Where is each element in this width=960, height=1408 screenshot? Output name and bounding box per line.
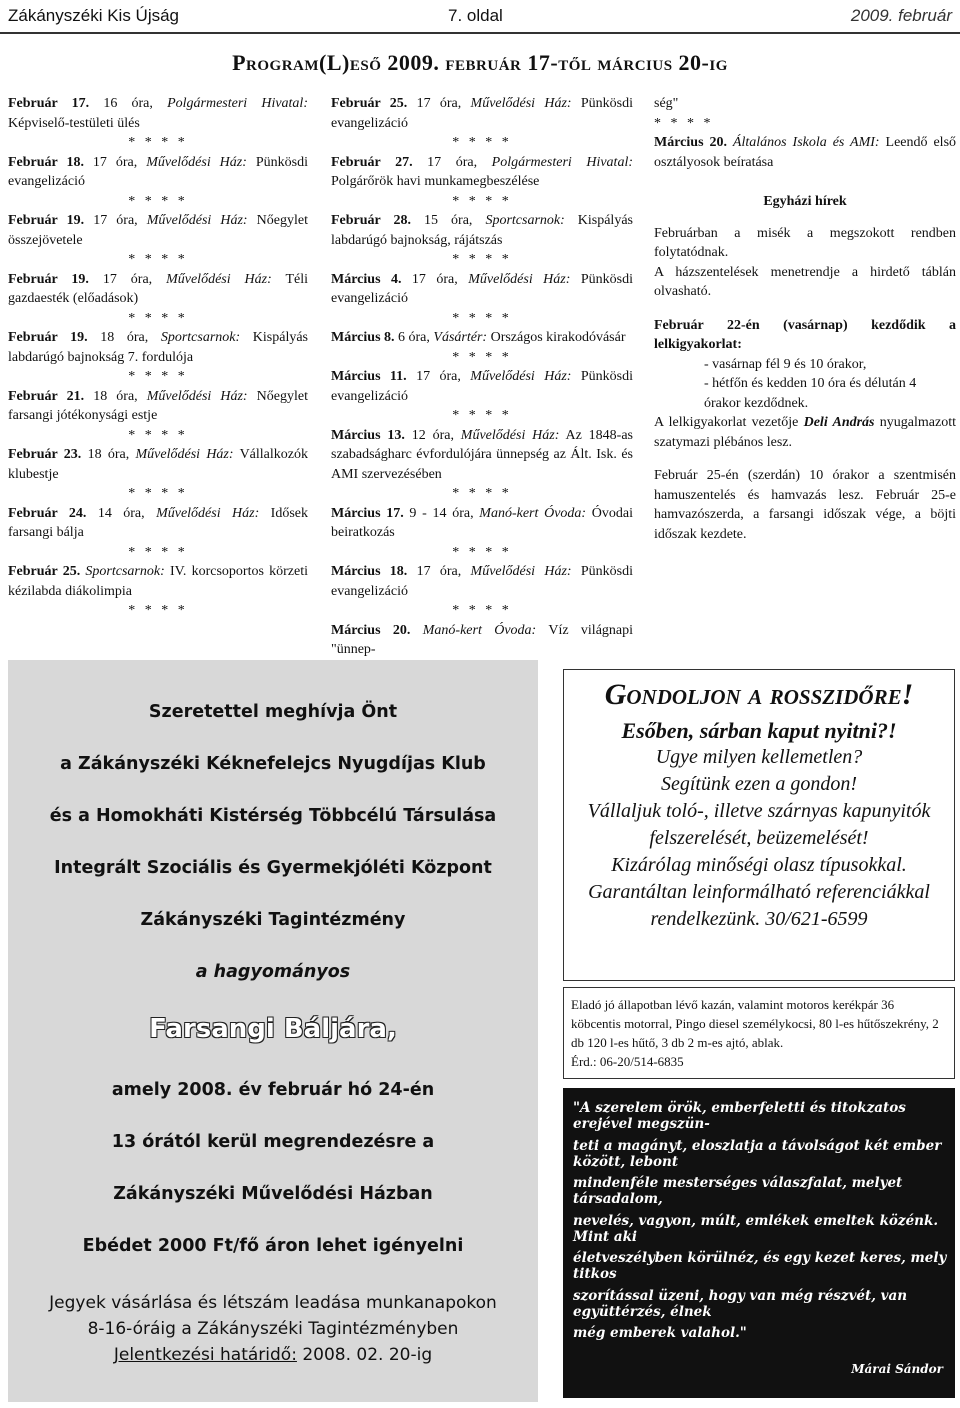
quote-line: szorítással üzeni, hogy van még részvét, van együttérzés, élnek [573,1287,908,1320]
event-entry: Március 18. 17 óra, Művelődési Ház: Pünkösdi evangelizáció [331,564,633,599]
invite-line: Szeretettel meghívja Önt [148,702,398,722]
ad-line: Vállaljuk toló-, illetve szárnyas kapunyitók [587,800,931,822]
program-column-3 [654,94,956,544]
quote-line: nevelés, vagyon, múlt, emlékek emeltek közénk. Mint aki [573,1212,939,1245]
event-entry: Február 18. 17 óra, Művelődési Ház: Pünkösdi evangelizáció [8,154,308,189]
quote-line: teti a magányt, eloszlatja a távolságot két ember között, lebont [573,1137,942,1170]
separator-stars: * * * * [452,310,512,326]
invite-line: Ebédet 2000 Ft/fő áron lehet igényelni [82,1236,464,1256]
church-paragraph: Február 25-én (szerdán) 10 órakor a szentmisén hamuszentelés és hamvazás lesz. Február 25-e hamvazószerda, a farsangi időszak vége, a böjti időszak kezdete. [654,468,956,542]
page-header [0,0,960,34]
page-number: 7. oldal [448,6,503,25]
separator-stars: * * * * [452,349,512,365]
event-entry: Február 19. 17 óra, Művelődési Ház: Téli gazdaesték (előadások) [8,271,308,306]
invite-event-name: Farsangi Báljára, [149,1014,397,1044]
separator-stars: * * * * [452,486,512,501]
church-paragraph: Februárban a misék a megszokott rendben folytatódnak. [654,225,956,260]
separator-stars: * * * * [452,544,512,560]
event-entry: Február 21. 18 óra, Művelődési Ház: Nőegylet farsangi jótékonysági estje [8,388,308,423]
ad-subheadline: Esőben, sárban kaput nyitni?! [621,718,897,743]
quote-line: még emberek valahol." [573,1325,747,1341]
separator-stars: * * * * [654,115,714,131]
separator-stars: * * * * [128,252,188,267]
event-entry: Március 11. 17 óra, Művelődési Ház: Pünkösdi evangelizáció [331,369,633,404]
classified-contact: Érd.: 06-20/514-6835 [571,1054,684,1069]
separator-stars: * * * * [128,544,188,560]
event-entry: Február 25. 17 óra, Művelődési Ház: Pünkösdi evangelizáció [331,96,633,131]
separator-stars: * * * * [128,369,188,384]
invite-line: 13 órától kerül megrendezésre a [111,1132,435,1152]
classified-text: Eladó jó állapotban lévő kazán, valamint motoros kerékpár 36 köbcentis motorral, Pingo diesel személykocsi, 80 l-es hűtőszekrény, 2 db 120 l-es hűtő, 3 db 2 m-es ajtó, ablak. [571,997,939,1050]
separator-stars: * * * * [452,603,512,618]
separator-stars: * * * * [128,310,188,326]
event-entry: Március 8. 6 óra, Vásártér: Országos kirakodóvásár [331,330,626,345]
separator-stars: * * * * [452,252,512,267]
ad-line: Segítünk ezen a gondon! [660,773,858,795]
event-entry: Február 23. 18 óra, Művelődési Ház: Vállalkozók klubestje [8,447,308,482]
event-entry: Március 13. 12 óra, Művelődési Ház: Az 1848-as szabadságharc évfordulójára ünnepség az Ált. Isk. és AMI szervezésében [331,427,633,482]
schedule-line: - hétfőn és kedden 10 óra és délután 4 órakor kezdődnek. [704,376,917,411]
invite-line: Jegyek vásárlása és létszám leadása munkanapokon [49,1293,497,1313]
invite-deadline: Jelentkezési határidő: 2008. 02. 20-ig [113,1345,433,1365]
program-column-2 [331,94,633,660]
quote-line: életveszélyben körülnéz, és egy kezet keres, mely titkos [573,1250,947,1282]
event-entry: Március 20. Manó-kert Óvoda: Víz világnapi "ünnep- [331,622,634,657]
event-entry: Március 4. 17 óra, Művelődési Ház: Pünkösdi evangelizáció [331,271,633,306]
gate-opener-ad [563,669,955,981]
ad-line: felszerelését, beüzemelését! [649,827,869,849]
event-entry: Február 17. 16 óra, Polgármesteri Hivatal: Képviselő-testületi ülés [8,96,308,131]
quote-line: "A szerelem örök, emberfeletti és titokzatos erejével megszün- [573,1100,906,1132]
event-entry: Március 20. Általános Iskola és AMI: Leendő első osztályosok beíratása [654,135,957,170]
marai-quote [563,1088,955,1398]
ball-invitation [8,660,538,1402]
separator-stars: * * * * [128,135,188,150]
invite-line: amely 2008. év február hó 24-én [111,1080,435,1100]
quote-line: mindenféle mesterséges válaszfalat, melyet társadalom, [573,1175,903,1207]
separator-stars: * * * * [452,408,512,423]
event-entry: Február 19. 17 óra, Művelődési Ház: Nőegylet összejövetele [8,213,308,248]
program-column-1 [8,94,308,621]
event-entry: Február 19. 18 óra, Sportcsarnok: Kispályás labdarúgó bajnokság 7. fordulója [8,330,308,365]
event-entry: Február 27. 17 óra, Polgármesteri Hivatal: Polgárőrök havi munkamegbeszélése [331,154,633,189]
church-paragraph: A lelkigyakorlat vezetője Deli András nyugalmazott szatymazi plébános lesz. [654,415,957,450]
church-paragraph: A házszentelések menetrendje a hirdető táblán olvasható. [654,264,956,299]
program-title: Program(L)eső 2009. február 17-től március 20-ig [232,50,728,75]
invite-line: Zákányszéki Tagintézmény [140,910,406,930]
invite-line: a Zákányszéki Kéknefelejcs Nyugdíjas Klub [60,754,486,774]
church-news-title: Egyházi hírek [763,194,847,209]
invite-line: Integrált Szociális és Gyermekjóléti Központ [54,858,492,878]
newspaper-name: Zákányszéki Kis Újság [8,6,180,25]
invite-line: Zákányszéki Művelődési Házban [113,1184,433,1204]
separator-stars: * * * * [128,486,188,501]
ad-line: Ugye milyen kellemetlen? [655,746,863,768]
ad-line: Garantáltan leinformálható referenciákkal [588,881,930,903]
event-entry: Március 17. 9 - 14 óra, Manó-kert Óvoda: Óvodai beiratkozás [331,505,633,540]
separator-stars: * * * * [452,135,512,150]
invite-line: és a Homokháti Kistérség Többcélú Társulása [49,806,497,826]
invite-line: a hagyományos [195,962,351,982]
separator-stars: * * * * [452,193,512,209]
quote-author: Márai Sándor [851,1362,943,1376]
separator-stars: * * * * [128,427,188,443]
invite-line: 8-16-óráig a Zákányszéki Tagintézményben [87,1319,459,1339]
separator-stars: * * * * [128,603,188,618]
schedule-line: - vasárnap fél 9 és 10 órakor, [704,356,867,372]
ad-line: rendelkezünk. 30/621-6599 [650,908,868,930]
event-entry: Február 25. Sportcsarnok: IV. korcsoportos körzeti kézilabda diákolimpia [8,564,309,599]
continued-text: ség" [654,96,679,111]
ad-headline: Gondoljon a rosszidőre! [604,678,914,711]
ad-line: Kizárólag minőségi olasz típusokkal. [611,854,907,876]
issue-date: 2009. február [850,6,952,25]
classified-ad [563,987,955,1079]
event-entry: Február 28. 15 óra, Sportcsarnok: Kispályás labdarúgó bajnokság, rájátszás [331,213,633,248]
separator-stars: * * * * [128,193,188,209]
church-paragraph: Február 22-én (vasárnap) kezdődik a lelkigyakorlat: [654,317,956,352]
event-entry: Február 24. 14 óra, Művelődési Ház: Idősek farsangi bálja [8,505,308,540]
